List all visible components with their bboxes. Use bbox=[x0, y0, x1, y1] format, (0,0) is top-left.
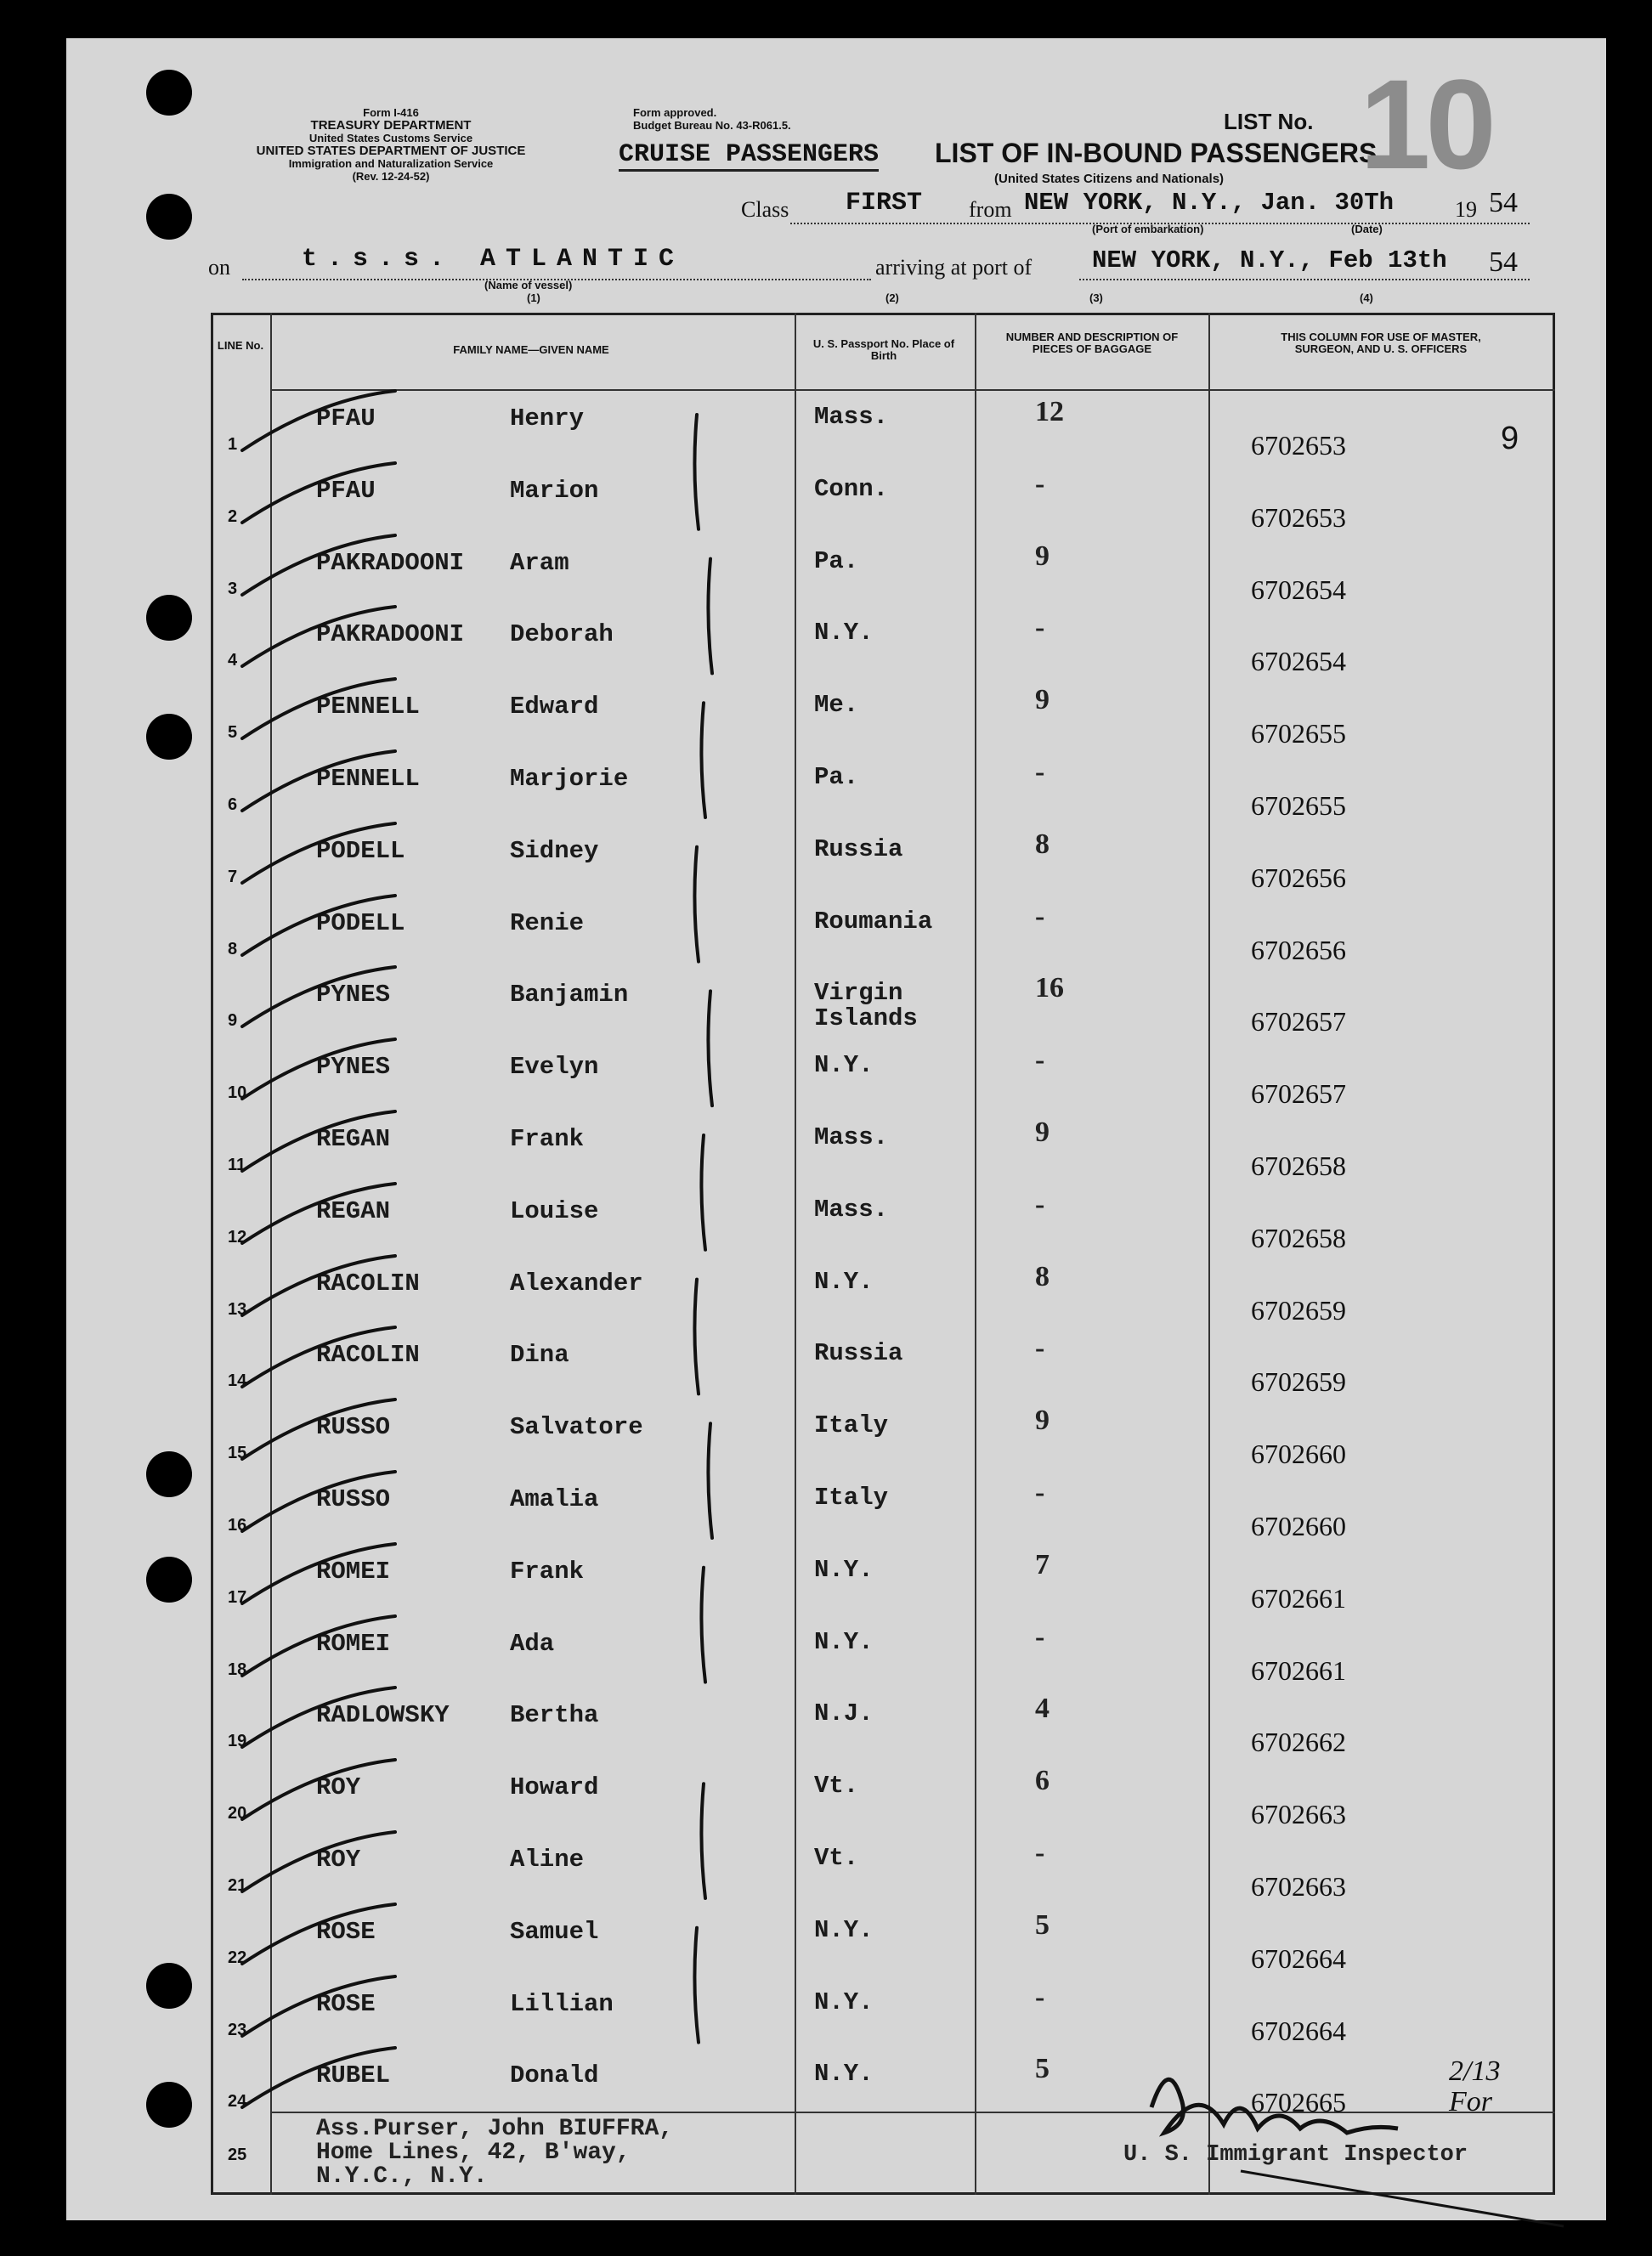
officer-number: 6702655 bbox=[1251, 718, 1346, 749]
place-of-birth: Vt. bbox=[814, 1844, 859, 1872]
officer-number: 6702659 bbox=[1251, 1366, 1346, 1397]
class-label: Class bbox=[741, 197, 789, 222]
family-name: PODELL bbox=[316, 837, 405, 865]
officer-number: 6702653 bbox=[1251, 430, 1346, 461]
on-label: on bbox=[208, 255, 230, 280]
port-caption: (Port of embarkation) bbox=[1092, 223, 1204, 235]
line-number: 14 bbox=[228, 1371, 247, 1390]
given-name: Frank bbox=[510, 1125, 585, 1153]
baggage-count: - bbox=[1035, 1044, 1045, 1076]
line-number: 23 bbox=[228, 2021, 247, 2039]
vessel-caption: (Name of vessel) bbox=[484, 279, 573, 291]
check-mark-icon bbox=[242, 1832, 395, 1891]
place-of-birth: N.Y. bbox=[814, 1556, 874, 1584]
baggage-count: 8 bbox=[1035, 828, 1049, 860]
justice-dept: UNITED STATES DEPARTMENT OF JUSTICE bbox=[256, 144, 526, 158]
place-of-birth: N.Y. bbox=[814, 1916, 874, 1944]
officer-number: 6702657 bbox=[1251, 1006, 1346, 1037]
line-number: 6 bbox=[228, 795, 238, 814]
col-header-line: LINE No. bbox=[217, 339, 264, 352]
given-name: Renie bbox=[510, 909, 585, 937]
list-no-label: LIST No. bbox=[1224, 109, 1314, 134]
caption-2: (2) bbox=[885, 291, 899, 304]
signature-icon bbox=[1151, 2079, 1398, 2133]
line-number: 12 bbox=[228, 1228, 247, 1247]
place-of-birth: N.J. bbox=[814, 1699, 874, 1727]
officer-number: 6702660 bbox=[1251, 1511, 1346, 1541]
family-bracket-icon bbox=[708, 559, 712, 674]
caption-4: (4) bbox=[1360, 291, 1373, 304]
officer-number: 6702662 bbox=[1251, 1727, 1346, 1757]
baggage-count: 4 bbox=[1035, 1693, 1049, 1724]
baggage-count: - bbox=[1035, 1477, 1045, 1508]
officer-number: 6702663 bbox=[1251, 1871, 1346, 1902]
check-mark-icon bbox=[242, 535, 395, 595]
place-of-birth: Me. bbox=[814, 691, 859, 719]
col-header-passport: U. S. Passport No. Place of Birth bbox=[812, 337, 955, 362]
officer-number: 6702661 bbox=[1251, 1655, 1346, 1686]
approval-line: Form approved. bbox=[633, 106, 717, 119]
line-number: 4 bbox=[228, 651, 238, 670]
officer-number: 6702656 bbox=[1251, 862, 1346, 893]
check-mark-icon bbox=[242, 679, 395, 738]
officer-number: 6702658 bbox=[1251, 1151, 1346, 1181]
given-name: Ada bbox=[510, 1630, 555, 1658]
line-number: 19 bbox=[228, 1732, 247, 1750]
given-name: Bertha bbox=[510, 1701, 599, 1729]
place-of-birth: Vt. bbox=[814, 1772, 859, 1800]
given-name: Banjamin bbox=[510, 981, 629, 1009]
family-bracket-icon bbox=[694, 415, 699, 529]
family-bracket-icon bbox=[708, 991, 712, 1105]
line-number: 7 bbox=[228, 868, 238, 886]
given-name: Donald bbox=[510, 2061, 599, 2089]
family-name: PYNES bbox=[316, 1053, 391, 1081]
baggage-count: 9 bbox=[1035, 1405, 1049, 1436]
officer-number: 6702664 bbox=[1251, 2016, 1346, 2046]
family-name: ROY bbox=[316, 1846, 361, 1874]
caption-1: (1) bbox=[527, 291, 540, 304]
given-name: Lillian bbox=[510, 1990, 614, 2018]
check-mark-icon bbox=[242, 1256, 395, 1315]
family-bracket-icon bbox=[701, 1135, 705, 1250]
check-mark-icon bbox=[242, 1976, 395, 2036]
family-name: RUSSO bbox=[316, 1413, 391, 1441]
family-name: RADLOWSKY bbox=[316, 1701, 450, 1729]
baggage-count: - bbox=[1035, 468, 1045, 500]
officer-number: 6702664 bbox=[1251, 1943, 1346, 1974]
check-mark-icon bbox=[242, 463, 395, 523]
place-of-birth: N.Y. bbox=[814, 2060, 874, 2088]
baggage-count: 9 bbox=[1035, 540, 1049, 572]
family-name: PYNES bbox=[316, 981, 391, 1009]
year-prefix: 19 bbox=[1455, 197, 1477, 222]
baggage-count: 9 bbox=[1035, 1117, 1049, 1148]
place-of-birth: N.Y. bbox=[814, 619, 874, 647]
given-name: Evelyn bbox=[510, 1053, 599, 1081]
place-of-birth: Russia bbox=[814, 1339, 903, 1367]
cruise-passengers-label: CRUISE PASSENGERS bbox=[619, 140, 879, 172]
revision-date: (Rev. 12-24-52) bbox=[352, 170, 430, 183]
line-number: 10 bbox=[228, 1083, 247, 1102]
line-number: 17 bbox=[228, 1588, 247, 1607]
family-bracket-icon bbox=[701, 703, 705, 817]
given-name: Amalia bbox=[510, 1485, 599, 1513]
officer-number: 6702661 bbox=[1251, 1583, 1346, 1614]
place-of-birth: Mass. bbox=[814, 403, 889, 431]
check-mark-icon bbox=[242, 1111, 395, 1171]
officer-number: 6702653 bbox=[1251, 502, 1346, 533]
officer-number: 6702658 bbox=[1251, 1223, 1346, 1253]
check-mark-icon bbox=[242, 1760, 395, 1819]
family-name: RUSSO bbox=[316, 1485, 391, 1513]
baggage-count: 12 bbox=[1035, 396, 1064, 427]
given-name: Edward bbox=[510, 693, 599, 721]
date-caption: (Date) bbox=[1351, 223, 1383, 235]
check-mark-icon bbox=[242, 391, 395, 450]
vessel-name: t.s.s. ATLANTIC bbox=[302, 245, 685, 274]
family-bracket-icon bbox=[694, 1280, 699, 1394]
officer-number: 6702663 bbox=[1251, 1799, 1346, 1829]
place-of-birth: Pa. bbox=[814, 547, 859, 575]
given-name: Frank bbox=[510, 1558, 585, 1586]
family-bracket-icon bbox=[701, 1784, 705, 1898]
customs-service: United States Customs Service bbox=[308, 132, 473, 144]
baggage-count: - bbox=[1035, 1621, 1045, 1653]
page-title: LIST OF IN-BOUND PASSENGERS bbox=[935, 138, 1378, 168]
place-of-birth: Pa. bbox=[814, 763, 859, 791]
line-number: 1 bbox=[228, 435, 238, 454]
place-of-birth: Mass. bbox=[814, 1123, 889, 1151]
baggage-count: - bbox=[1035, 1982, 1045, 2013]
family-name: PENNELL bbox=[316, 765, 420, 793]
line-number: 20 bbox=[228, 1804, 247, 1823]
embarkation-value: NEW YORK, N.Y., Jan. 30Th bbox=[1024, 189, 1395, 217]
place-of-birth: Virgin Islands bbox=[814, 979, 918, 1032]
from-label: from bbox=[969, 197, 1012, 222]
page-subtitle: (United States Citizens and Nationals) bbox=[994, 172, 1225, 186]
given-name: Henry bbox=[510, 404, 585, 433]
line-number: 9 bbox=[228, 1011, 238, 1030]
given-name: Aram bbox=[510, 549, 569, 577]
officer-number: 6702657 bbox=[1251, 1078, 1346, 1109]
check-mark-icon bbox=[242, 1544, 395, 1603]
family-name: PAKRADOONI bbox=[316, 549, 465, 577]
baggage-count: 6 bbox=[1035, 1765, 1049, 1796]
inspector-note: 2/13 For bbox=[1449, 2055, 1501, 2117]
check-mark-icon bbox=[242, 1327, 395, 1387]
baggage-count: 16 bbox=[1035, 972, 1064, 1004]
check-mark-icon bbox=[242, 1039, 395, 1099]
place-of-birth: Russia bbox=[814, 835, 903, 863]
line-number: 5 bbox=[228, 723, 238, 742]
family-name: PENNELL bbox=[316, 693, 420, 721]
baggage-count: 7 bbox=[1035, 1549, 1049, 1580]
check-mark-icon bbox=[242, 1184, 395, 1243]
baggage-count: - bbox=[1035, 1837, 1045, 1869]
line-number: 13 bbox=[228, 1300, 247, 1319]
given-name: Louise bbox=[510, 1197, 599, 1225]
baggage-count: 5 bbox=[1035, 1909, 1049, 1941]
check-mark-icon bbox=[242, 607, 395, 666]
col-header-officers: THIS COLUMN FOR USE OF MASTER, SURGEON, AND U. S. OFFICERS bbox=[1281, 331, 1481, 355]
place-of-birth: N.Y. bbox=[814, 1051, 874, 1079]
arriving-label: arriving at port of bbox=[875, 255, 1032, 280]
line-number: 22 bbox=[228, 1948, 247, 1967]
arrival-port: NEW YORK, N.Y., Feb 13th bbox=[1092, 246, 1447, 274]
officer-number: 6702656 bbox=[1251, 935, 1346, 965]
family-name: PFAU bbox=[316, 404, 376, 433]
family-bracket-icon bbox=[694, 847, 699, 962]
place-of-birth: Roumania bbox=[814, 907, 933, 936]
form-number: Form I-416 bbox=[363, 106, 419, 119]
check-mark-icon bbox=[242, 1616, 395, 1676]
budget-line: Budget Bureau No. 43-R061.5. bbox=[633, 119, 791, 132]
family-name: ROMEI bbox=[316, 1630, 391, 1658]
line-number: 18 bbox=[228, 1660, 247, 1679]
baggage-count: 9 bbox=[1035, 684, 1049, 715]
line-number: 15 bbox=[228, 1444, 247, 1462]
family-name: REGAN bbox=[316, 1197, 391, 1225]
list-number: 10 bbox=[1360, 53, 1491, 195]
place-of-birth: Italy bbox=[814, 1484, 889, 1512]
check-mark-icon bbox=[242, 967, 395, 1026]
baggage-count: 8 bbox=[1035, 1261, 1049, 1292]
baggage-count: - bbox=[1035, 612, 1045, 643]
place-of-birth: N.Y. bbox=[814, 1268, 874, 1296]
ins-service: Immigration and Naturalization Service bbox=[288, 157, 494, 170]
inspector-label: U. S. Immigrant Inspector bbox=[1123, 2142, 1468, 2168]
given-name: Samuel bbox=[510, 1918, 599, 1946]
family-name: PODELL bbox=[316, 909, 405, 937]
given-name: Marjorie bbox=[510, 765, 629, 793]
check-mark-icon bbox=[242, 751, 395, 811]
from-year: 54 bbox=[1489, 187, 1518, 218]
check-mark-icon bbox=[242, 1688, 395, 1747]
line-number: 21 bbox=[228, 1876, 247, 1895]
officer-number: 6702665 bbox=[1251, 2087, 1346, 2117]
given-name: Deborah bbox=[510, 620, 614, 648]
family-name: REGAN bbox=[316, 1125, 391, 1153]
purser-note: Ass.Purser, John BIUFFRA, Home Lines, 42, B'way, N.Y.C., N.Y. bbox=[316, 2116, 674, 2190]
family-name: RACOLIN bbox=[316, 1341, 420, 1369]
diagonal-stroke bbox=[1241, 2171, 1564, 2226]
place-of-birth: N.Y. bbox=[814, 1988, 874, 2016]
place-of-birth: Italy bbox=[814, 1411, 889, 1439]
officer-number: 6702659 bbox=[1251, 1295, 1346, 1326]
family-name: ROSE bbox=[316, 1918, 376, 1946]
arrival-year: 54 bbox=[1489, 246, 1518, 278]
given-name: Salvatore bbox=[510, 1413, 643, 1441]
given-name: Sidney bbox=[510, 837, 599, 865]
check-mark-icon bbox=[242, 823, 395, 883]
family-name: ROMEI bbox=[316, 1558, 391, 1586]
officer-number: 6702654 bbox=[1251, 574, 1346, 605]
baggage-count: - bbox=[1035, 1189, 1045, 1220]
treasury-dept: TREASURY DEPARTMENT bbox=[310, 118, 472, 133]
place-of-birth: Conn. bbox=[814, 475, 889, 503]
family-name: PFAU bbox=[316, 477, 376, 505]
baggage-count: 5 bbox=[1035, 2053, 1049, 2084]
given-name: Howard bbox=[510, 1773, 599, 1801]
given-name: Dina bbox=[510, 1341, 569, 1369]
family-bracket-icon bbox=[694, 1928, 699, 2043]
baggage-count: - bbox=[1035, 756, 1045, 788]
given-name: Alexander bbox=[510, 1269, 643, 1298]
line-number: 25 bbox=[228, 2146, 247, 2164]
baggage-count: - bbox=[1035, 1332, 1045, 1364]
officer-number: 6702655 bbox=[1251, 790, 1346, 821]
line-number: 16 bbox=[228, 1516, 247, 1535]
given-name: Marion bbox=[510, 477, 599, 505]
place-of-birth: N.Y. bbox=[814, 1628, 874, 1656]
family-name: RACOLIN bbox=[316, 1269, 420, 1298]
baggage-count: - bbox=[1035, 901, 1045, 932]
check-mark-icon bbox=[242, 1472, 395, 1531]
check-mark-icon bbox=[242, 2048, 395, 2107]
check-mark-icon bbox=[242, 1904, 395, 1964]
given-name: Aline bbox=[510, 1846, 585, 1874]
family-bracket-icon bbox=[701, 1568, 705, 1682]
line-number: 2 bbox=[228, 507, 238, 526]
line-number: 8 bbox=[228, 940, 238, 958]
family-name: ROY bbox=[316, 1773, 361, 1801]
col-header-baggage: NUMBER AND DESCRIPTION OF PIECES OF BAGGAGE bbox=[1005, 331, 1179, 355]
family-name: ROSE bbox=[316, 1990, 376, 2018]
family-name: RUBEL bbox=[316, 2061, 391, 2089]
class-value: FIRST bbox=[846, 189, 923, 218]
line-number: 24 bbox=[228, 2092, 247, 2111]
line-number: 11 bbox=[228, 1156, 246, 1174]
line-number: 3 bbox=[228, 580, 238, 598]
top-right-mark: 9 bbox=[1501, 421, 1519, 456]
check-mark-icon bbox=[242, 1399, 395, 1459]
family-name: PAKRADOONI bbox=[316, 620, 465, 648]
caption-3: (3) bbox=[1089, 291, 1103, 304]
officer-number: 6702654 bbox=[1251, 646, 1346, 676]
officer-number: 6702660 bbox=[1251, 1439, 1346, 1469]
place-of-birth: Mass. bbox=[814, 1196, 889, 1224]
family-bracket-icon bbox=[708, 1423, 712, 1538]
col-header-name: FAMILY NAME—GIVEN NAME bbox=[453, 343, 609, 356]
check-mark-icon bbox=[242, 896, 395, 955]
